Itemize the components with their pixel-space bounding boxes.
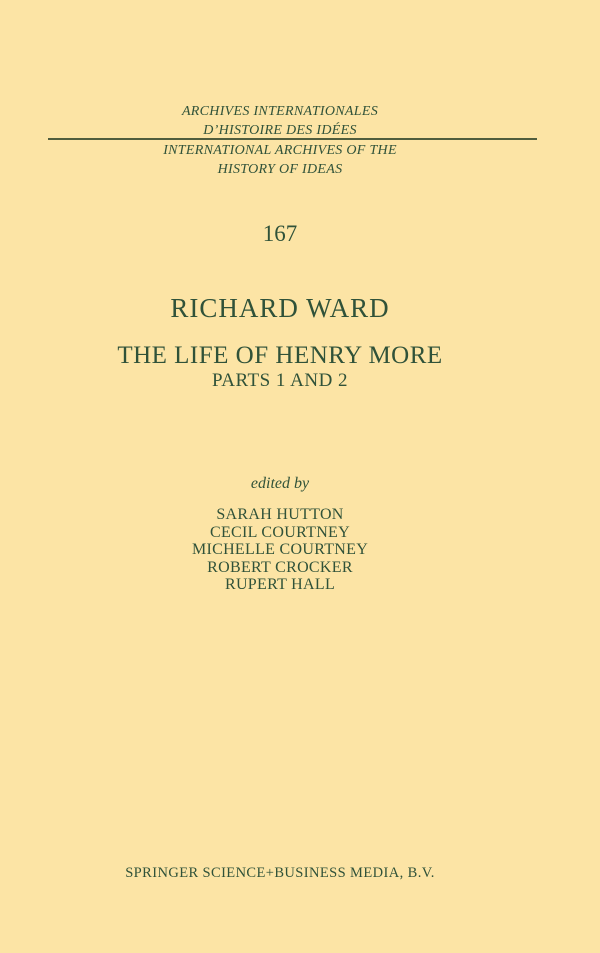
- book-title-line2: PARTS 1 AND 2: [211, 370, 349, 391]
- series-title-french-line1: ARCHIVES INTERNATIONALES: [181, 104, 379, 119]
- author-name: RICHARD WARD: [170, 293, 390, 323]
- series-volume-number: 167: [262, 221, 298, 246]
- series-title-english-line2: HISTORY OF IDEAS: [217, 162, 343, 177]
- series-title-english-line1: INTERNATIONAL ARCHIVES OF THE: [163, 143, 397, 158]
- book-title-line1: THE LIFE OF HENRY MORE: [117, 342, 443, 369]
- editors-list: [0, 506, 560, 594]
- editor-name: RUPERT HALL: [224, 576, 336, 593]
- series-title-french: [0, 102, 560, 140]
- editor-name: SARAH HUTTON: [216, 506, 344, 523]
- series-title-english: [0, 141, 560, 179]
- editor-name: ROBERT CROCKER: [207, 558, 353, 576]
- editor-name: MICHELLE COURTNEY: [191, 541, 369, 558]
- series-title-french-line2: D’HISTOIRE DES IDÉES: [203, 123, 357, 138]
- edited-by-label: edited by: [250, 475, 310, 492]
- editor-name: CECIL COURTNEY: [210, 523, 350, 541]
- publisher-imprint: SPRINGER SCIENCE+BUSINESS MEDIA, B.V.: [125, 865, 435, 881]
- horizontal-divider-rule: [48, 138, 537, 140]
